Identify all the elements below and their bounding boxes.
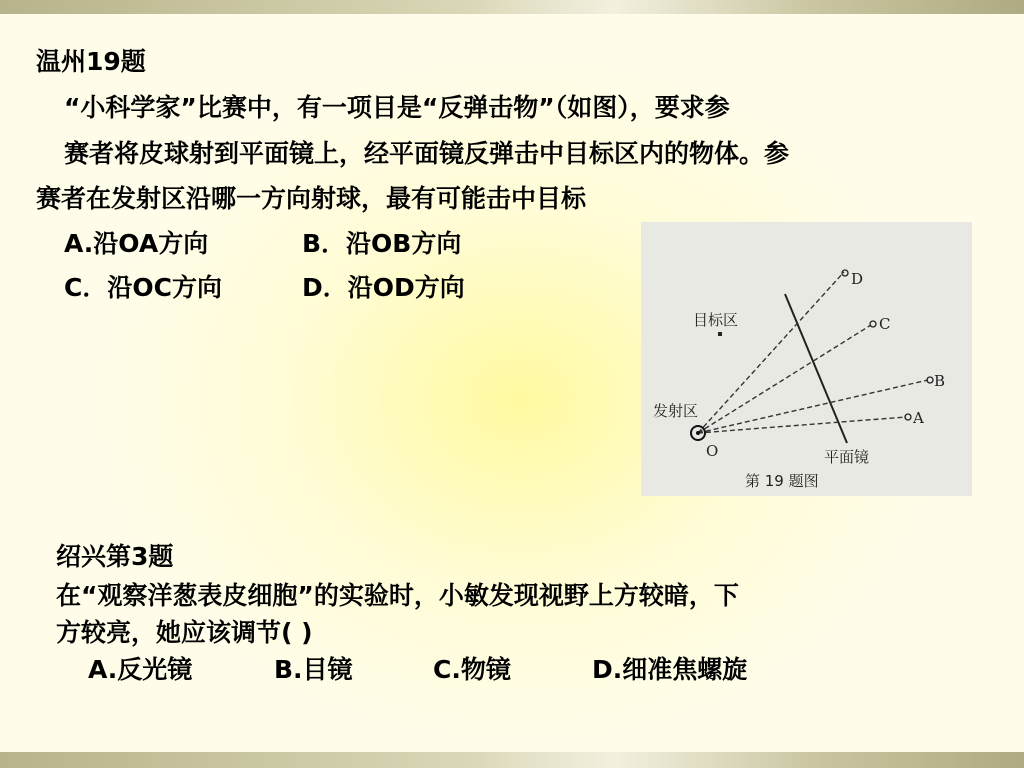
label-b: B (934, 372, 946, 390)
label-d: D (851, 270, 864, 288)
q1-option-c: C．沿OC方向 (64, 273, 222, 302)
point-c-marker (870, 321, 876, 327)
q2-option-d: D.细准焦螺旋 (592, 655, 748, 684)
ray-oa (698, 417, 906, 433)
label-target-zone: 目标区 (693, 311, 739, 329)
launch-point-center (696, 431, 700, 435)
label-c: C (879, 315, 891, 333)
q1-text-line1: “小科学家”比赛中，有一项目是“反弹击物”（如图），要求参 (64, 93, 730, 122)
q2-text-line2: 方较亮，她应该调节( ) (56, 618, 313, 647)
bottom-decorative-band (0, 752, 1024, 768)
q2-title: 绍兴第3题 (56, 542, 174, 571)
q1-option-b: B．沿OB方向 (302, 229, 462, 258)
mirror-line (785, 294, 847, 443)
label-launch-zone: 发射区 (653, 402, 699, 420)
label-mirror: 平面镜 (824, 448, 870, 466)
mirror-diagram-figure (641, 222, 972, 496)
figure-caption: 第 19 题图 (745, 472, 819, 490)
ray-oc (698, 325, 871, 433)
q2-option-a: A.反光镜 (88, 655, 193, 684)
point-d-marker (842, 270, 848, 276)
label-a: A (913, 409, 924, 427)
ray-ob (698, 380, 928, 433)
q2-text-line1: 在“观察洋葱表皮细胞”的实验时，小敏发现视野上方较暗，下 (56, 581, 739, 610)
ray-od (698, 272, 844, 433)
top-decorative-band (0, 0, 1024, 14)
q1-option-d: D．沿OD方向 (302, 273, 465, 302)
label-o: O (706, 442, 719, 460)
q1-title: 温州19题 (36, 47, 146, 76)
q1-text-line3: 赛者在发射区沿哪一方向射球，最有可能击中目标 (36, 184, 587, 213)
q1-text-line2: 赛者将皮球射到平面镜上，经平面镜反弹击中目标区内的物体。参 (64, 139, 790, 168)
mirror-diagram (641, 222, 972, 496)
target-point (718, 332, 722, 336)
q1-option-a: A.沿OA方向 (64, 229, 209, 258)
q2-option-b: B.目镜 (274, 655, 353, 684)
q2-option-c: C.物镜 (433, 655, 511, 684)
